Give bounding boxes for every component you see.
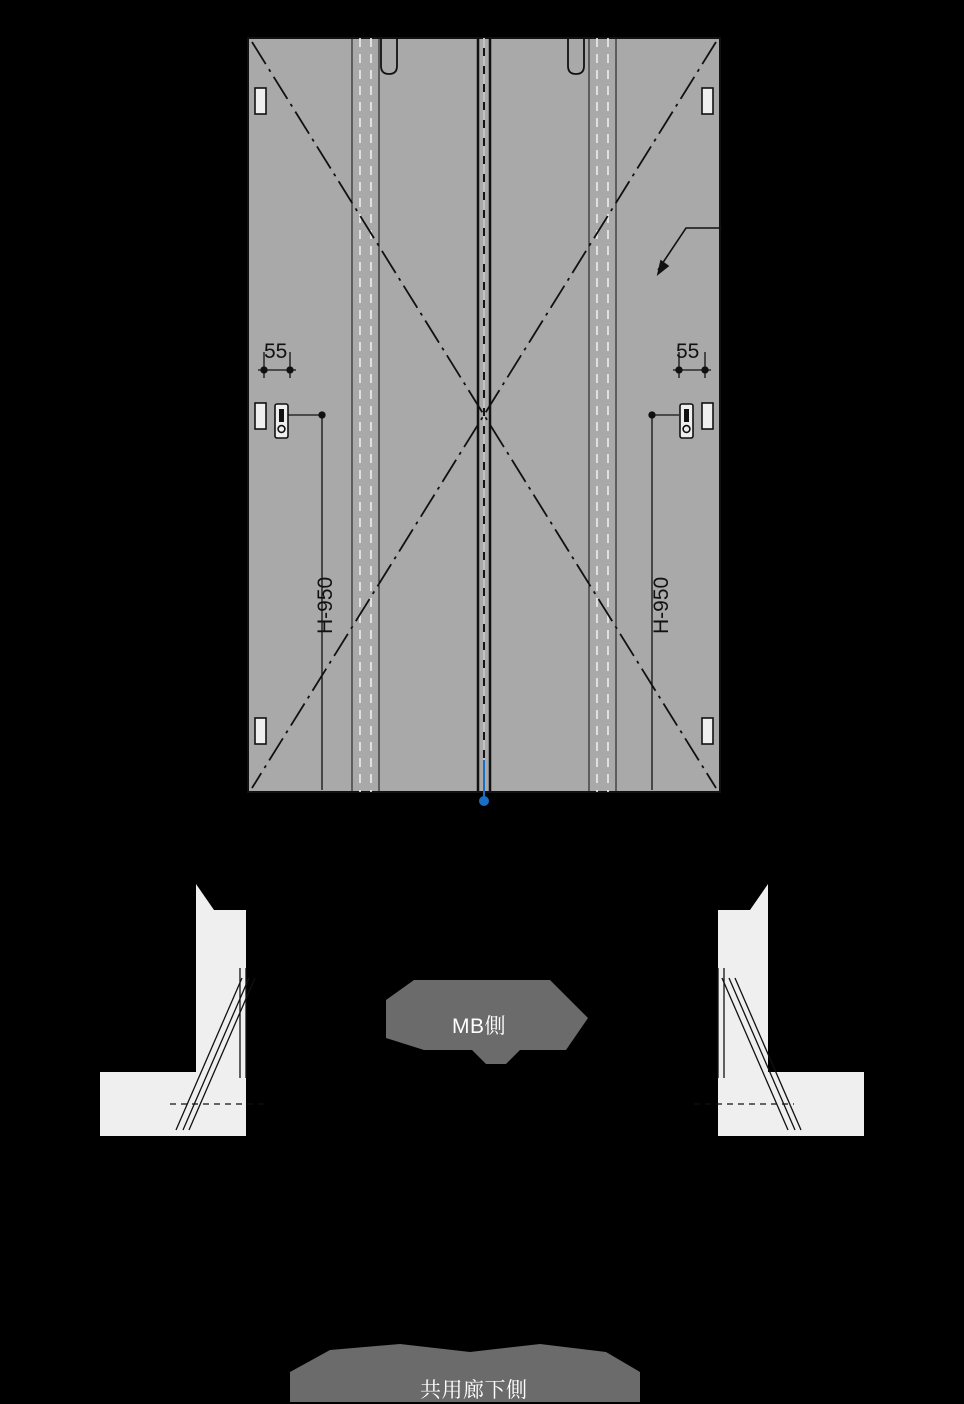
dim-label-left-h950: H-950: [314, 576, 337, 634]
hinge-right-mid: [702, 403, 713, 429]
dim-label-right-h950: H-950: [650, 576, 673, 634]
plan-wall-right: [718, 884, 768, 1072]
hinge-right-top: [702, 88, 713, 114]
elevation-group: [248, 38, 722, 805]
mb-side-label: MB側: [452, 1015, 506, 1038]
hinge-left-bottom: [255, 718, 266, 744]
corridor-side-label: 共用廊下側: [420, 1379, 528, 1402]
corridor-side-callout: [290, 1344, 640, 1402]
dim-label-right-55: 55: [676, 340, 700, 363]
plan-section-group: [100, 884, 864, 1402]
hinge-left-top: [255, 88, 266, 114]
dim-label-left-55: 55: [264, 340, 288, 363]
lock-plate-right: [680, 404, 693, 438]
hinge-right-bottom: [702, 718, 713, 744]
hinge-left-mid: [255, 403, 266, 429]
mb-side-callout: [386, 980, 588, 1064]
lock-plate-left: [275, 404, 288, 438]
